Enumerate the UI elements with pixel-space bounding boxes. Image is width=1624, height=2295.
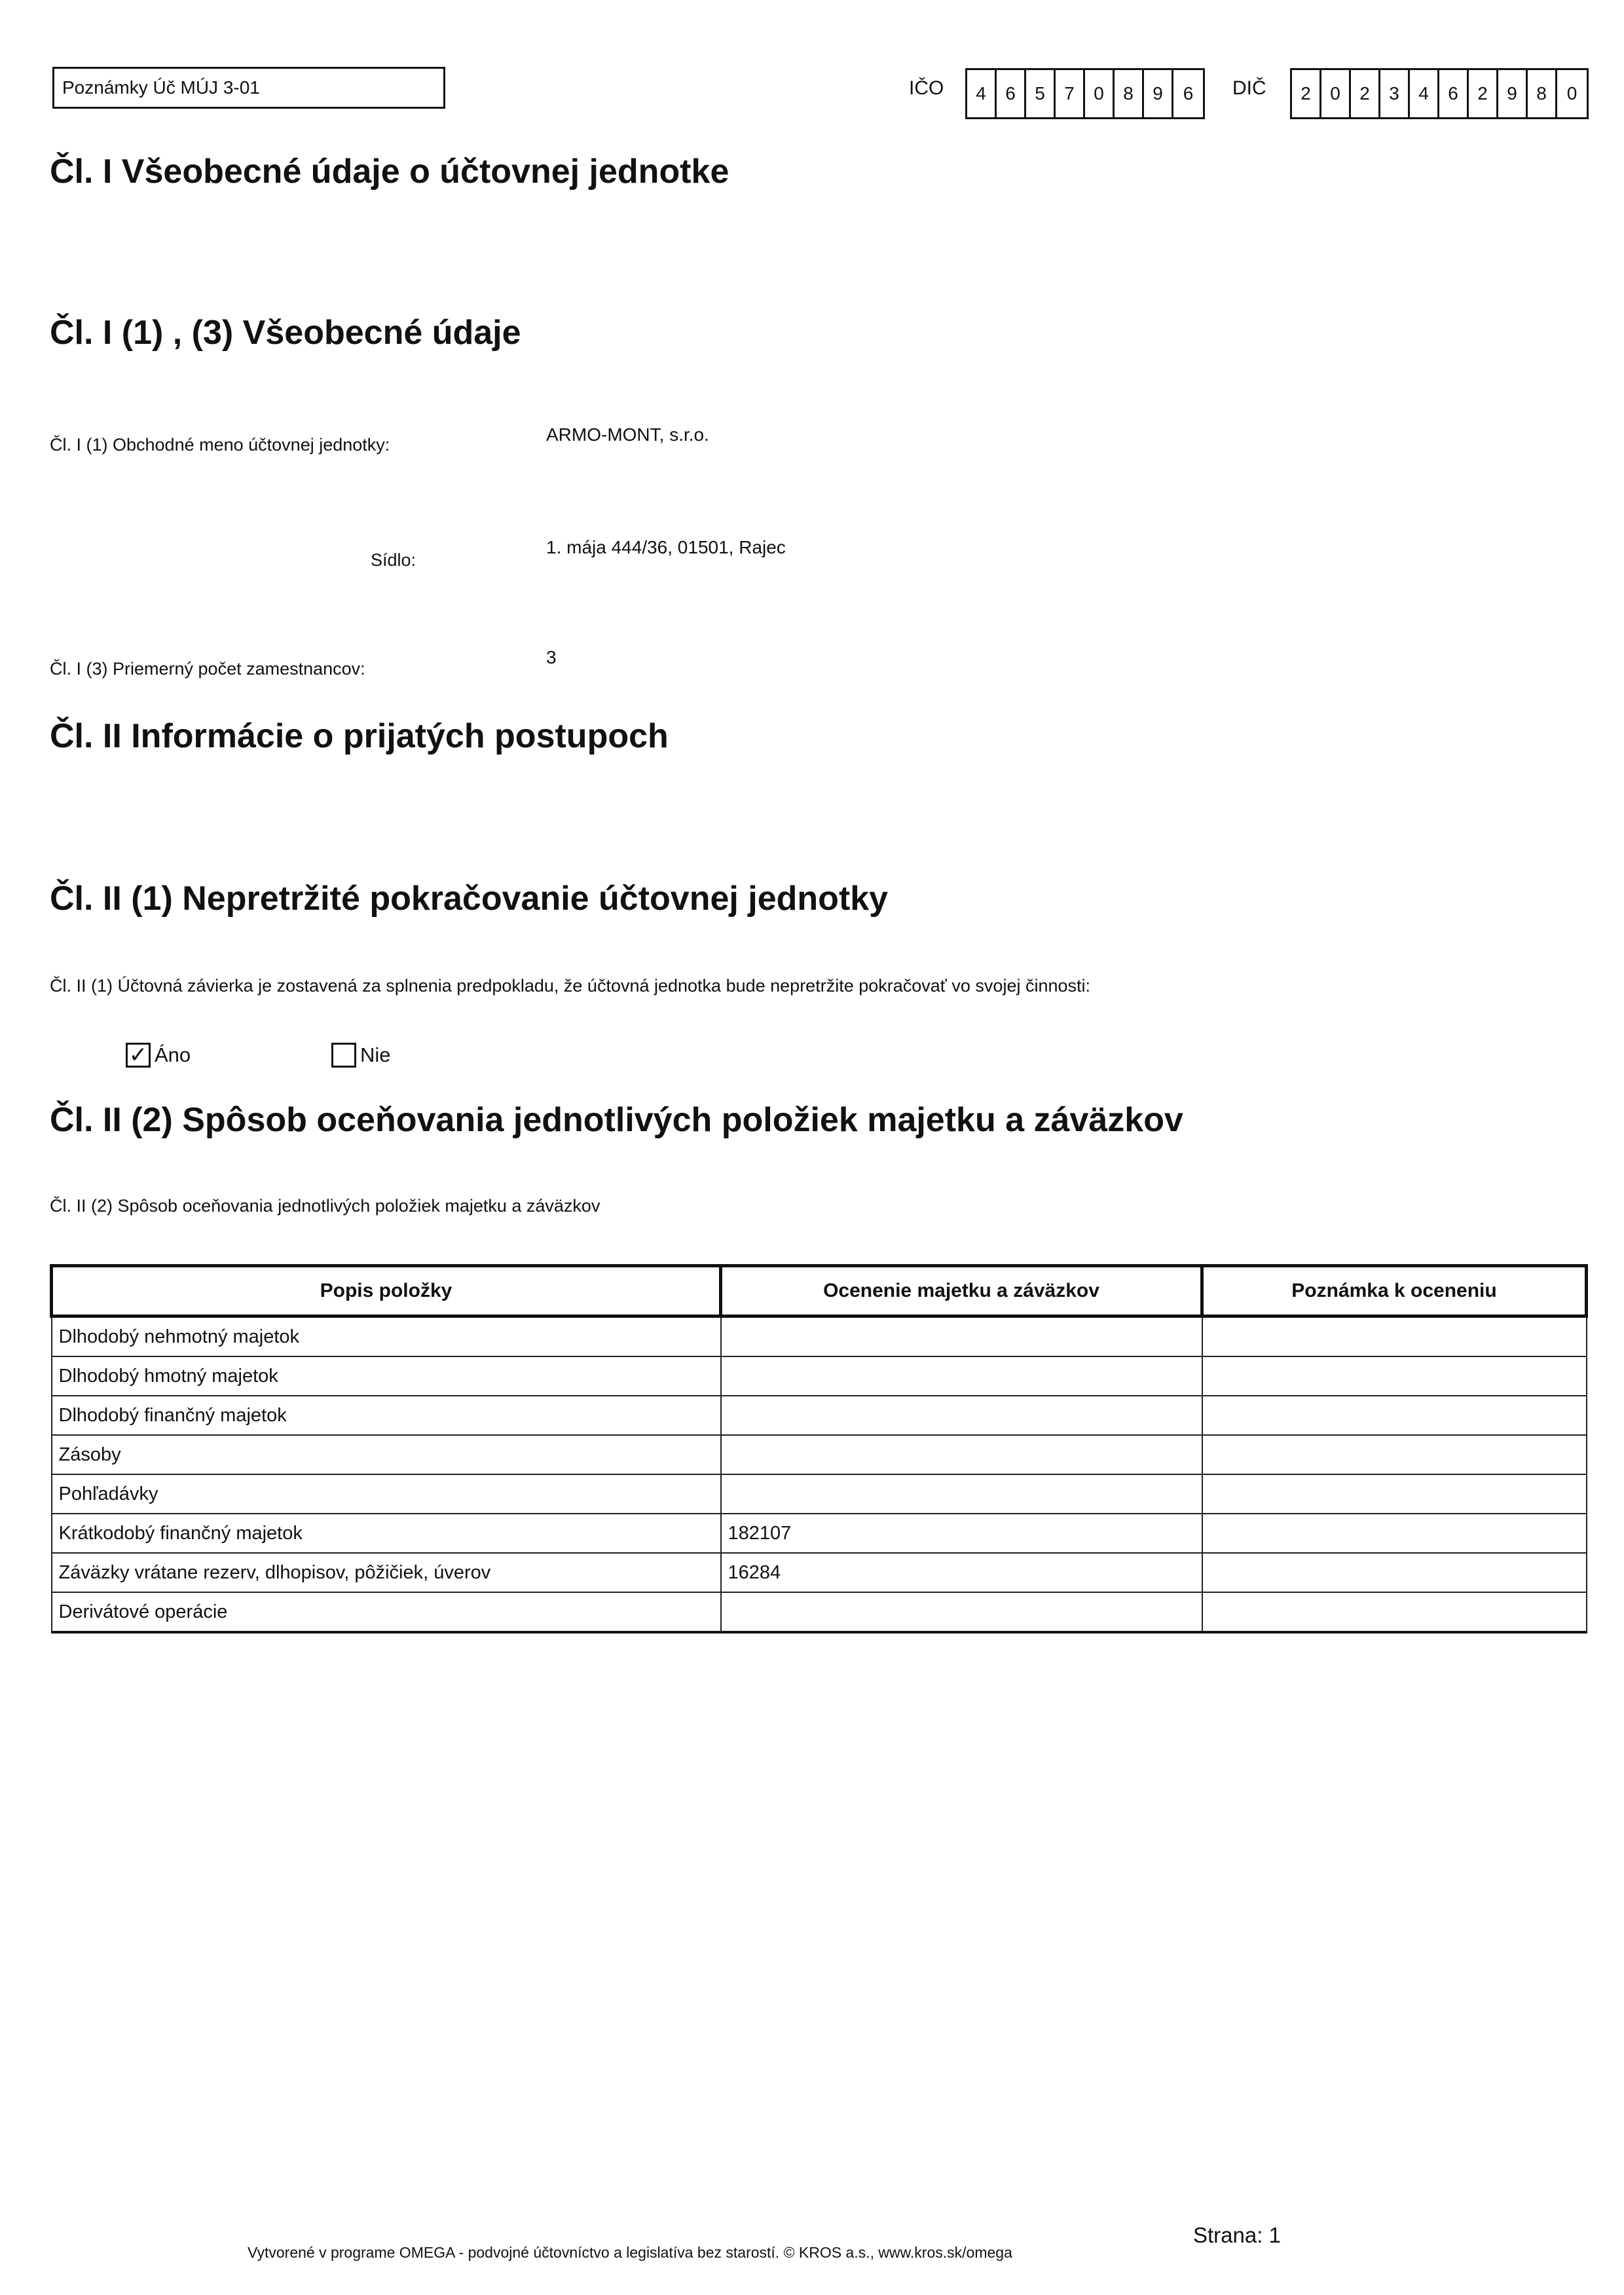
- footer-credit: Vytvorené v programe OMEGA - podvojné účtovníctvo a legislatíva bez starostí. © KROS a.s., www.kros.sk/omega: [248, 2244, 1012, 2261]
- cell-item: Dlhodobý nehmotný majetok: [52, 1316, 721, 1357]
- seat-label: Sídlo:: [371, 550, 416, 570]
- going-concern-text: Čl. II (1) Účtovná závierka je zostavená za splnenia predpokladu, že účtovná jednotka bude nepretržite pokračovať vo svojej činnosti:: [50, 976, 1091, 996]
- option-no[interactable]: [331, 1043, 391, 1068]
- dic-digit: 6: [1439, 70, 1469, 117]
- cell-valuation: [721, 1316, 1202, 1357]
- option-no-label: Nie: [360, 1043, 391, 1066]
- cell-valuation: [721, 1474, 1202, 1514]
- cell-note: [1202, 1474, 1587, 1514]
- page-number: Strana: 1: [1193, 2223, 1281, 2247]
- table-row: [52, 1356, 1587, 1396]
- table-row: [52, 1396, 1587, 1435]
- ico-digit: 0: [1085, 70, 1115, 117]
- section-2-1-title: Čl. II (1) Nepretržité pokračovanie účtovnej jednotky: [50, 880, 889, 918]
- valuation-text: Čl. II (2) Spôsob oceňovania jednotlivých položiek majetku a záväzkov: [50, 1196, 600, 1216]
- cell-note: [1202, 1514, 1587, 1553]
- cell-note: [1202, 1435, 1587, 1474]
- dic-digit: 2: [1351, 70, 1380, 117]
- ico-digit: 6: [997, 70, 1026, 117]
- cell-note: [1202, 1316, 1587, 1357]
- ico-digit: 5: [1026, 70, 1056, 117]
- cell-item: Dlhodobý finančný majetok: [52, 1396, 721, 1435]
- checkbox-empty-icon[interactable]: [331, 1043, 356, 1068]
- cell-item: Derivátové operácie: [52, 1592, 721, 1632]
- option-yes[interactable]: [126, 1043, 191, 1068]
- section-2-2-title: Čl. II (2) Spôsob oceňovania jednotlivých položiek majetku a záväzkov: [50, 1101, 1183, 1139]
- ico-digit-boxes: [965, 68, 1205, 119]
- cell-valuation: [721, 1435, 1202, 1474]
- col-header-item: Popis položky: [52, 1266, 721, 1316]
- cell-item: Pohľadávky: [52, 1474, 721, 1514]
- table-row: [52, 1435, 1587, 1474]
- table-row: [52, 1474, 1587, 1514]
- dic-digit-boxes: [1290, 68, 1589, 119]
- cell-item: Záväzky vrátane rezerv, dlhopisov, pôžičiek, úverov: [52, 1553, 721, 1592]
- dic-digit: 2: [1292, 70, 1321, 117]
- dic-digit: 0: [1566, 83, 1578, 103]
- dic-digit: 2: [1469, 70, 1498, 117]
- checkbox-checked-icon[interactable]: ✓: [126, 1043, 151, 1068]
- cell-valuation: 182107: [721, 1514, 1202, 1553]
- section-2-title: Čl. II Informácie o prijatých postupoch: [50, 717, 669, 755]
- cell-valuation: [721, 1396, 1202, 1435]
- ico-digit: 9: [1144, 70, 1173, 117]
- section-1-title: Čl. I Všeobecné údaje o účtovnej jednotke: [50, 153, 729, 191]
- company-name-value: ARMO-MONT, s.r.o.: [546, 424, 709, 445]
- dic-digit: 8: [1528, 70, 1557, 117]
- table-row: [52, 1316, 1587, 1357]
- table-row: [52, 1553, 1587, 1592]
- cell-valuation: 16284: [721, 1553, 1202, 1592]
- cell-valuation: [721, 1592, 1202, 1632]
- col-header-valuation: Ocenenie majetku a záväzkov: [721, 1266, 1202, 1316]
- cell-note: [1202, 1356, 1587, 1396]
- valuation-table: [50, 1264, 1588, 1633]
- cell-note: [1202, 1396, 1587, 1435]
- cell-item: Krátkodobý finančný majetok: [52, 1514, 721, 1553]
- ico-digit: 8: [1115, 70, 1144, 117]
- section-1-subtitle: Čl. I (1) , (3) Všeobecné údaje: [50, 314, 521, 352]
- dic-digit: 3: [1380, 70, 1410, 117]
- dic-digit: 9: [1498, 70, 1528, 117]
- company-name-label: Čl. I (1) Obchodné meno účtovnej jednotky:: [50, 435, 390, 455]
- table-row: [52, 1592, 1587, 1632]
- col-header-note: Poznámka k oceneniu: [1202, 1266, 1587, 1316]
- dic-label: DIČ: [1232, 77, 1266, 99]
- cell-item: Zásoby: [52, 1435, 721, 1474]
- dic-digit: 0: [1321, 70, 1351, 117]
- cell-note: [1202, 1553, 1587, 1592]
- cell-valuation: [721, 1356, 1202, 1396]
- table-row: [52, 1514, 1587, 1553]
- ico-label: IČO: [909, 77, 944, 99]
- option-yes-label: Áno: [155, 1043, 191, 1066]
- cell-item: Dlhodobý hmotný majetok: [52, 1356, 721, 1396]
- ico-digit: 6: [1183, 83, 1194, 103]
- table-header-row: [52, 1266, 1587, 1316]
- employees-value: 3: [546, 647, 557, 667]
- seat-value: 1. mája 444/36, 01501, Rajec: [546, 537, 786, 557]
- employees-label: Čl. I (3) Priemerný počet zamestnancov:: [50, 659, 365, 679]
- ico-digit: 7: [1056, 70, 1085, 117]
- dic-digit: 4: [1410, 70, 1439, 117]
- cell-note: [1202, 1592, 1587, 1632]
- form-id: Poznámky Úč MÚJ 3-01: [52, 67, 445, 109]
- ico-digit: 4: [967, 70, 997, 117]
